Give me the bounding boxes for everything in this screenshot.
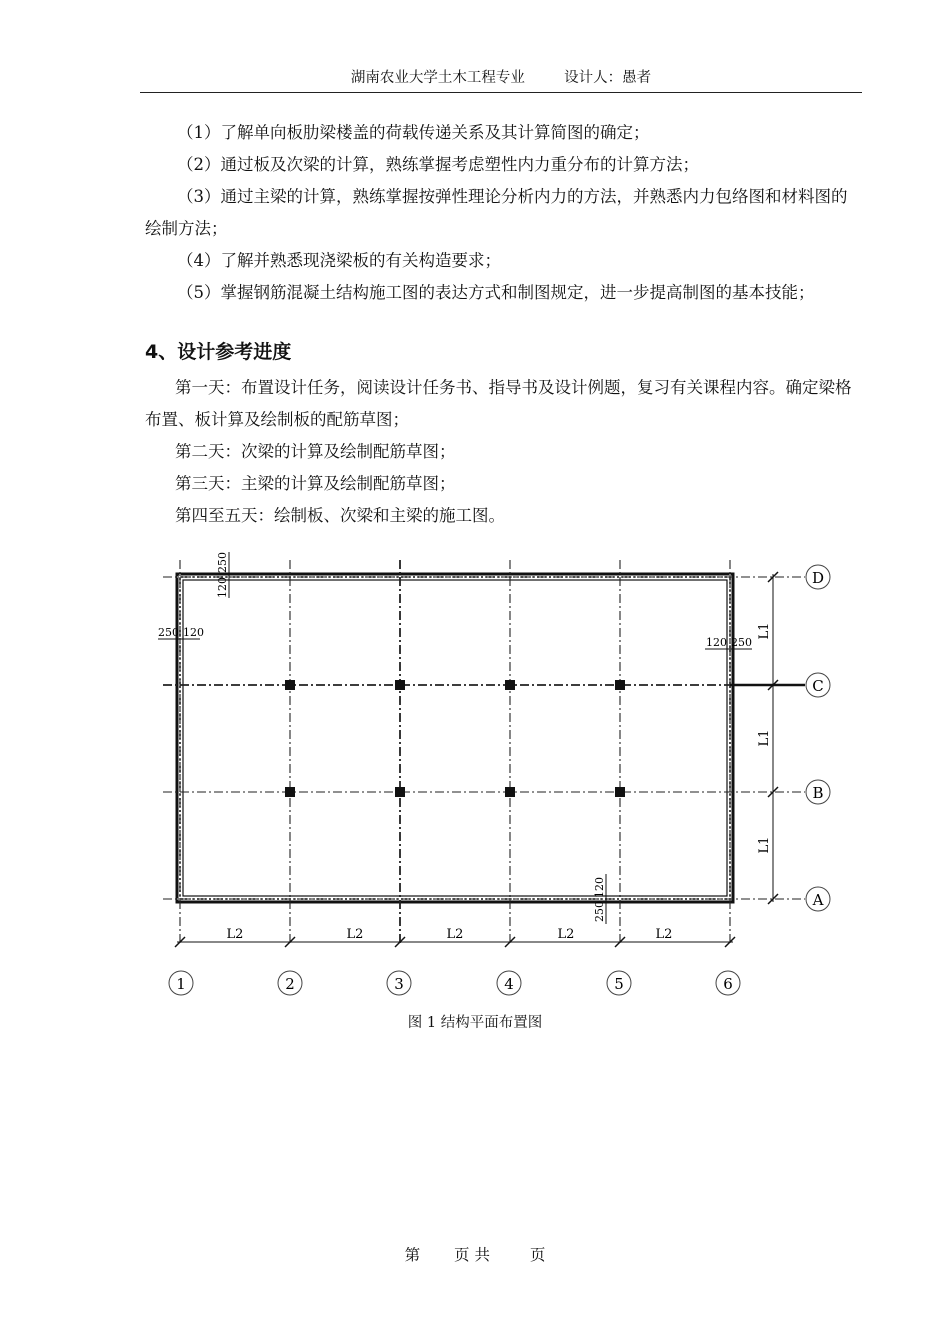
schedule-day-2: 第二天：次梁的计算及绘制配筋草图； [175, 442, 456, 461]
section-heading: 4、设计参考进度 [145, 341, 292, 363]
figure-caption: 图 1 结构平面布置图 [407, 1015, 543, 1031]
objective-2: （2）通过板及次梁的计算，熟练掌握考虑塑性内力重分布的计算方法； [177, 155, 699, 174]
dim-l2-4: L2 [557, 927, 575, 942]
schedule-day-3: 第三天：主梁的计算及绘制配筋草图； [175, 474, 456, 493]
column-axis-lines [180, 560, 730, 945]
objective-1: （1）了解单向板肋梁楼盖的荷载传递关系及其计算简图的确定； [177, 123, 650, 142]
axis-6: 6 [723, 975, 733, 993]
dim-l2-5: L2 [655, 927, 673, 942]
row-axis-lines [163, 577, 805, 899]
axis-a: A [812, 891, 824, 909]
footer-mid: 页 共 [454, 1246, 490, 1264]
schedule-day-1: 第一天：布置设计任务，阅读设计任务书、指导书及设计例题，复习有关课程内容。确定梁格布置、板计算及绘制板的配筋草图； [145, 378, 852, 429]
dimension-right [757, 572, 778, 904]
schedule-day-4-5: 第四至五天：绘制板、次梁和主梁的施工图。 [175, 506, 505, 525]
page-footer [0, 1243, 950, 1265]
dim-right-120: 120 [706, 636, 727, 649]
column-axis-bubbles [169, 971, 740, 995]
wall-dimensions [158, 552, 752, 924]
dim-l2-1: L2 [226, 927, 244, 942]
objective-5: （5）掌握钢筋混凝土结构施工图的表达方式和制图规定，进一步提高制图的基本技能； [177, 283, 815, 302]
axis-c: C [812, 677, 824, 695]
dim-top-250: 250 [216, 552, 229, 573]
page-header [140, 66, 862, 93]
dim-top-120: 120 [216, 577, 229, 598]
dim-l1-mid: L1 [757, 729, 772, 747]
dim-left-250: 250 [158, 626, 179, 639]
axis-4: 4 [504, 975, 514, 993]
dim-bottom-120: 120 [593, 877, 606, 898]
axis-2: 2 [285, 975, 295, 993]
footer-page: 第 [404, 1246, 421, 1264]
axis-3: 3 [394, 975, 404, 993]
structural-plan-figure [152, 552, 842, 1006]
dim-l2-3: L2 [446, 927, 464, 942]
dim-bottom-250: 250 [593, 901, 606, 922]
dimension-bottom [175, 927, 735, 947]
columns [285, 680, 625, 797]
dim-left-120: 120 [183, 626, 204, 639]
wall-outline [177, 574, 733, 902]
structural-plan-drawing [152, 552, 842, 1002]
dim-l2-2: L2 [346, 927, 364, 942]
axis-b: B [812, 784, 824, 802]
dim-l1-bottom: L1 [757, 836, 772, 854]
axis-d: D [811, 569, 825, 587]
dim-l1-top: L1 [757, 622, 772, 640]
objective-3: （3）通过主梁的计算，熟练掌握按弹性理论分析内力的方法，并熟悉内力包络图和材料图的绘制方法； [145, 187, 848, 238]
dim-right-250: 250 [731, 636, 752, 649]
objective-4: （4）了解并熟悉现浇梁板的有关构造要求； [177, 251, 501, 270]
header-designer: 设计人：愚者 [564, 70, 652, 86]
footer-end: 页 [529, 1246, 546, 1264]
axis-1: 1 [176, 975, 186, 993]
header-school: 湖南农业大学土木工程专业 [350, 70, 525, 86]
row-axis-bubbles [806, 565, 830, 911]
axis-5: 5 [614, 975, 624, 993]
